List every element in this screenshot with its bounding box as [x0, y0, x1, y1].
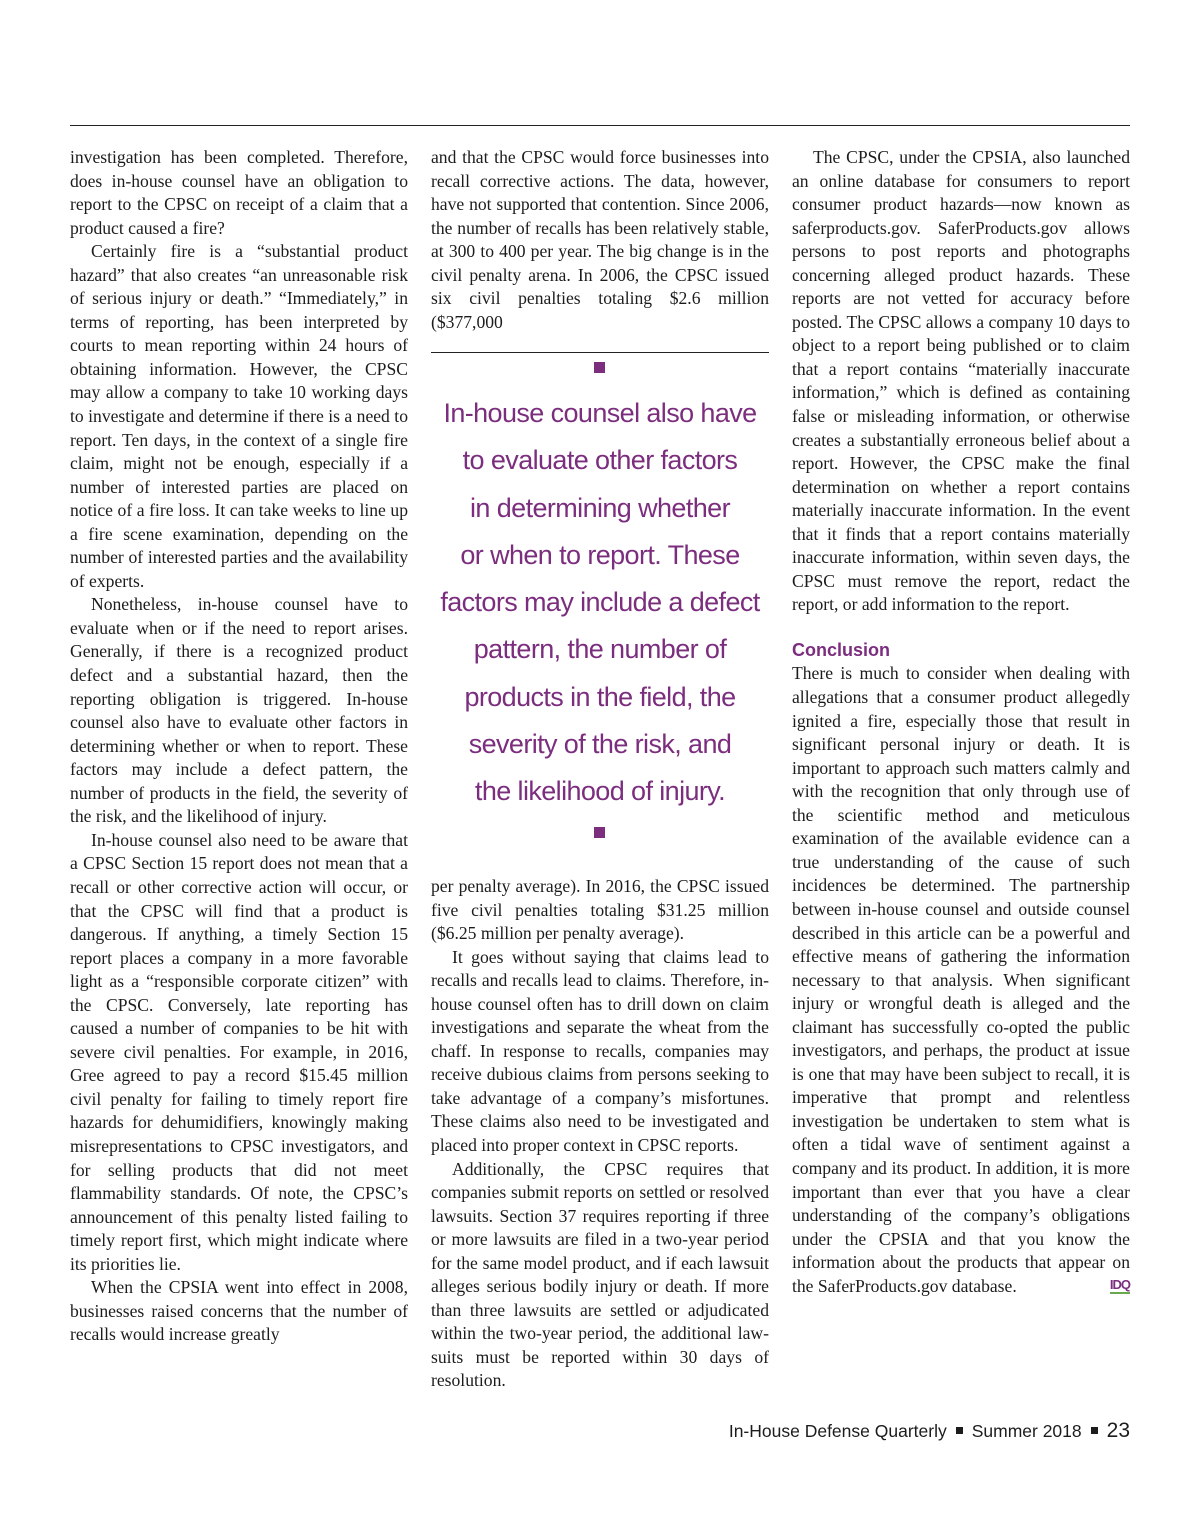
paragraph: The CPSC, under the CPSIA, also launched an online database for consumers to report consumer product hazards—now known as saferproducts.gov. SaferProducts.gov allows persons to post reports and photographs concerning alleged product hazards. These reports are not vetted for accuracy before posted. The CPSC allows a company 10 days to object to a report being published or to claim that a report contains “materially inaccurate information,” which is defined as containing false or misleading information, or otherwise creates a substantially erroneous belief about a report. However, the CPSC make the final determination on whether a report contains materially inaccurate information. In the event that it finds that a report contains materially inaccurate information, within seven days, the CPSC must remove the report, redact the report, or add information to the report. — [792, 147, 1130, 615]
pull-quote-line: pattern, the number of — [473, 634, 727, 665]
pull-quote-line: severity of the risk, and — [468, 729, 732, 760]
pull-quote-line: In-house counsel also have — [443, 398, 757, 428]
pull-quote-top-square-icon — [594, 362, 605, 373]
paragraph — [792, 662, 1130, 1298]
page-footer — [729, 1419, 1130, 1443]
article-column-2-top — [431, 146, 769, 334]
paragraph: When the CPSIA went into effect in 2008, businesses raised concerns that the number of recalls would increase greatly — [70, 1277, 408, 1345]
pull-quote-line: the likelihood of injury. — [474, 776, 726, 807]
article-column-1 — [70, 146, 408, 1347]
pull-quote — [431, 352, 769, 847]
pull-quote-line: in determining whether — [470, 492, 730, 523]
pull-quote-bottom-square-icon — [594, 827, 605, 838]
bullet-icon — [1091, 1427, 1098, 1434]
paragraph: Certainly fire is a “substantial product hazard” that also creates “an unreasonable risk of serious injury or death.” “Immediately,” in terms of reporting, has been interpreted by courts to mean reporting within 24 hours of obtaining information. However, the CPSC may allow a company to take 10 working days to investigate and determine if there is a need to report. Ten days, in the context of a single fire claim, might not be enough, especially if a number of interested parties are placed on notice of a fire loss. It can take weeks to line up a fire scene examination, depending on the number of interested parties and the availability of experts. — [70, 241, 408, 591]
article-column-2-bottom — [431, 875, 769, 1393]
pull-quote-text — [431, 390, 769, 816]
pull-quote-line: factors may include a defect — [440, 587, 760, 618]
pull-quote-line: to evaluate other factors — [462, 445, 738, 476]
paragraph: Nonetheless, in-house counsel have to evaluate when or if the need to report arises. Generally, if there is a recognized product defect and a substantial hazard, then the reporting obligation is triggered. In-house counsel also have to evaluate other factors in determining whether or when to report. These factors may include a defect pattern, the number of products in the field, the severity of the risk, and the likelihood of injury. — [70, 594, 408, 827]
section-heading-conclusion: Conclusion — [792, 639, 890, 660]
paragraph: and that the CPSC would force businesses into recall corrective actions. The data, however, have not supported that contention. Since 2006, the number of recalls has been relatively stable, at 300 to 400 per year. The big change is in the civil penalty arena. In 2006, the CPSC issued six civil penalties totaling $2.6 million ($377,000 — [431, 147, 769, 332]
top-rule — [70, 125, 1130, 126]
bullet-icon — [956, 1427, 963, 1434]
paragraph: investigation has been completed. Therefore, does in-house counsel have an obligation to report to the CPSC on receipt of a claim that a product caused a fire? — [70, 147, 408, 238]
pull-quote-line: or when to report. These — [460, 539, 740, 570]
page-number: 23 — [1106, 1419, 1130, 1442]
issue-date: Summer 2018 — [971, 1421, 1082, 1441]
paragraph: It goes without saying that claims lead to recalls and recalls lead to claims. Therefore, in-house counsel often has to drill down on claim investigations and separate the wheat from the chaff. In response to recalls, companies may receive dubious claims from persons seeking to take advantage of a company’s misfortunes. These claims also need to be investigated and placed into proper context in CPSC reports. — [431, 946, 769, 1156]
idq-end-mark-icon: IDQ — [1109, 1276, 1130, 1292]
pull-quote-line: products in the field, the — [464, 681, 736, 712]
paragraph: per penalty average). In 2016, the CPSC issued five civil penalties totaling $31.25 million ($6.25 million per penalty average). — [431, 876, 769, 944]
pull-quote-top-rule — [431, 352, 769, 353]
paragraph: In-house counsel also need to be aware that a CPSC Section 15 report does not mean that a recall or other corrective action will occur, or that the CPSC will find that a product is dangerous. If anything, a timely Section 15 report places a company in a more favorable light as a “responsible corporate citizen” with the CPSC. Conversely, late reporting has caused a number of companies to be hit with severe civil penalties. For example, in 2016, Gree agreed to pay a record $15.45 million civil penalty for failing to timely report fire hazards for dehumidifiers, knowingly making misrepresentations to CPSC investigators, and for selling products that did not meet flammability standards. Of note, the CPSC’s announcement of this penalty listed failing to timely report first, which might indicate where its priorities lie. — [70, 829, 408, 1274]
article-column-3 — [792, 146, 1130, 1298]
paragraph: Additionally, the CPSC requires that companies submit reports on settled or resolved lawsuits. Section 37 requires reporting if three or more lawsuits are filed in a two-year period for the same model product, and if each lawsuit alleges serious bodily injury or death. If more than three lawsuits are settled or adjudicated within the two-year period, the additional lawsuits must be reported within 30 days of resolution. — [431, 1158, 769, 1391]
publication-name: In-House Defense Quarterly — [728, 1421, 947, 1441]
conclusion-text: There is much to consider when dealing with allegations that a consumer product allegedly ignited a fire, especially those that result in significant personal injury or death. It is important to approach such matters calmly and with the recognition that only through use of the scientific method and meticulous examination of the available evidence can a true understanding of the cause of such incidences be determined. The partnership between in-house counsel and outside counsel described in this article can be a powerful and effective means of gathering the information necessary to that analysis. When significant injury or wrongful death is alleged and the claimant has successfully co-opted the public investigators, and perhaps, the product at issue is one that may have been subject to recall, it is imperative that prompt and relentless investigation be undertaken to stem what is often a tidal wave of sentiment against a company and its product. In addition, it is more important than ever that you have a clear understanding of the company’s obligations under the CPSIA and that you know the information about the products that appear on the SaferProducts.gov database. — [792, 663, 1130, 1296]
